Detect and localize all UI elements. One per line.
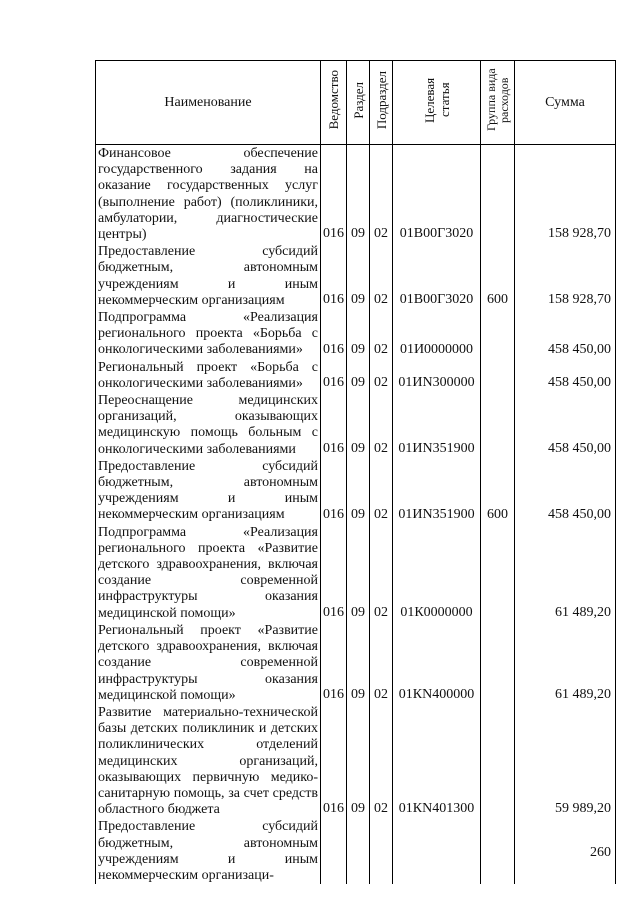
- row-podrazdel-cell: 02: [370, 392, 393, 458]
- row-razdel-cell: 09: [347, 524, 370, 622]
- row-podrazdel-cell: 02: [370, 458, 393, 524]
- row-summa-cell: 458 450,00: [515, 458, 616, 524]
- row-name-cell: Предоставление субсидий бюджетным, автономным учреждениям и иным некоммерческим организациям: [96, 243, 321, 309]
- row-gruppa-cell: [481, 359, 515, 392]
- table-row: [96, 309, 616, 359]
- row-vedomstvo-cell: 016: [321, 243, 347, 309]
- row-celevaya-cell: 01ИN300000: [393, 359, 481, 392]
- row-celevaya-cell: 01КN401300: [393, 704, 481, 818]
- header-summa: Сумма: [515, 61, 616, 145]
- table-row: [96, 622, 616, 704]
- row-celevaya-cell: 01И0000000: [393, 309, 481, 359]
- row-summa-cell: 61 489,20: [515, 622, 616, 704]
- row-vedomstvo-cell: 016: [321, 622, 347, 704]
- row-name-cell: Развитие материально-технической базы детских поликлиник и детских поликлинических отделений медицинских организаций, оказывающих первичную медико-санитарную помощь, за счет средств областного бюджета: [96, 704, 321, 818]
- row-razdel-cell: 09: [347, 392, 370, 458]
- table-row: [96, 704, 616, 818]
- row-razdel-cell: 09: [347, 359, 370, 392]
- row-podrazdel-cell: 02: [370, 309, 393, 359]
- row-celevaya-cell: 01В00Г3020: [393, 243, 481, 309]
- row-celevaya-cell: [393, 818, 481, 884]
- row-vedomstvo-cell: 016: [321, 458, 347, 524]
- row-razdel-cell: 09: [347, 243, 370, 309]
- row-name-cell: Региональный проект «Борьба с онкологическими заболеваниями»: [96, 359, 321, 392]
- row-razdel-cell: 09: [347, 704, 370, 818]
- row-podrazdel-cell: 02: [370, 243, 393, 309]
- header-razdel: Раздел: [347, 61, 370, 145]
- row-razdel-cell: [347, 818, 370, 884]
- table-row: [96, 524, 616, 622]
- row-vedomstvo-cell: 016: [321, 392, 347, 458]
- header-name: Наименование: [96, 61, 321, 145]
- header-gruppa: Группа вида расходов: [481, 61, 515, 145]
- row-podrazdel-cell: 02: [370, 359, 393, 392]
- row-razdel-cell: 09: [347, 145, 370, 244]
- row-celevaya-cell: 01В00Г3020: [393, 145, 481, 244]
- row-name-cell: Подпрограмма «Реализация регионального проекта «Развитие детского здравоохранения, включая создание современной инфраструктуры оказания медицинской помощи»: [96, 524, 321, 622]
- row-gruppa-cell: [481, 818, 515, 884]
- header-vedomstvo: Ведомство: [321, 61, 347, 145]
- table-body: [96, 145, 616, 885]
- row-gruppa-cell: 600: [481, 458, 515, 524]
- table-row: [96, 359, 616, 392]
- table-row: [96, 145, 616, 244]
- row-gruppa-cell: [481, 524, 515, 622]
- row-celevaya-cell: 01К0000000: [393, 524, 481, 622]
- row-summa-cell: 458 450,00: [515, 309, 616, 359]
- row-summa-cell: 59 989,20: [515, 704, 616, 818]
- row-podrazdel-cell: 02: [370, 622, 393, 704]
- row-celevaya-cell: 01ИN351900: [393, 392, 481, 458]
- row-name-cell: Предоставление субсидий бюджетным, автономным учреждениям и иным некоммерческим организаци-: [96, 818, 321, 884]
- table-row: [96, 243, 616, 309]
- table-row: [96, 392, 616, 458]
- row-vedomstvo-cell: 016: [321, 704, 347, 818]
- row-gruppa-cell: [481, 309, 515, 359]
- row-gruppa-cell: [481, 145, 515, 244]
- row-name-cell: Региональный проект «Развитие детского здравоохранения, включая создание современной инфраструктуры оказания медицинской помощи»: [96, 622, 321, 704]
- row-gruppa-cell: [481, 622, 515, 704]
- row-razdel-cell: 09: [347, 622, 370, 704]
- row-razdel-cell: 09: [347, 458, 370, 524]
- row-gruppa-cell: [481, 392, 515, 458]
- row-celevaya-cell: 01ИN351900: [393, 458, 481, 524]
- row-gruppa-cell: [481, 704, 515, 818]
- row-razdel-cell: 09: [347, 309, 370, 359]
- row-summa-cell: 158 928,70: [515, 243, 616, 309]
- row-summa-cell: 458 450,00: [515, 392, 616, 458]
- row-summa-cell: 61 489,20: [515, 524, 616, 622]
- row-name-cell: Предоставление субсидий бюджетным, автономным учреждениям и иным некоммерческим организациям: [96, 458, 321, 524]
- row-vedomstvo-cell: 016: [321, 145, 347, 244]
- row-name-cell: Финансовое обеспечение государственного задания на оказание государственных услуг (выполнение работ) (поликлиники, амбулатории, диагностические центры): [96, 145, 321, 244]
- table-header-row: [96, 61, 616, 145]
- row-vedomstvo-cell: 016: [321, 359, 347, 392]
- header-celevaya: Целевая статья: [393, 61, 481, 145]
- row-summa-cell: 158 928,70: [515, 145, 616, 244]
- row-podrazdel-cell: [370, 818, 393, 884]
- page-number: 260: [590, 845, 611, 860]
- row-podrazdel-cell: 02: [370, 524, 393, 622]
- row-podrazdel-cell: 02: [370, 704, 393, 818]
- row-name-cell: Подпрограмма «Реализация регионального проекта «Борьба с онкологическими заболеваниями»: [96, 309, 321, 359]
- row-vedomstvo-cell: [321, 818, 347, 884]
- row-vedomstvo-cell: 016: [321, 309, 347, 359]
- header-podrazdel: Подраздел: [370, 61, 393, 145]
- table-row: [96, 818, 616, 884]
- row-summa-cell: 458 450,00: [515, 359, 616, 392]
- row-gruppa-cell: 600: [481, 243, 515, 309]
- table-row: [96, 458, 616, 524]
- row-name-cell: Переоснащение медицинских организаций, оказывающих медицинскую помощь больным с онкологическими заболеваниями: [96, 392, 321, 458]
- budget-table: [95, 60, 616, 884]
- row-podrazdel-cell: 02: [370, 145, 393, 244]
- row-vedomstvo-cell: 016: [321, 524, 347, 622]
- row-celevaya-cell: 01КN400000: [393, 622, 481, 704]
